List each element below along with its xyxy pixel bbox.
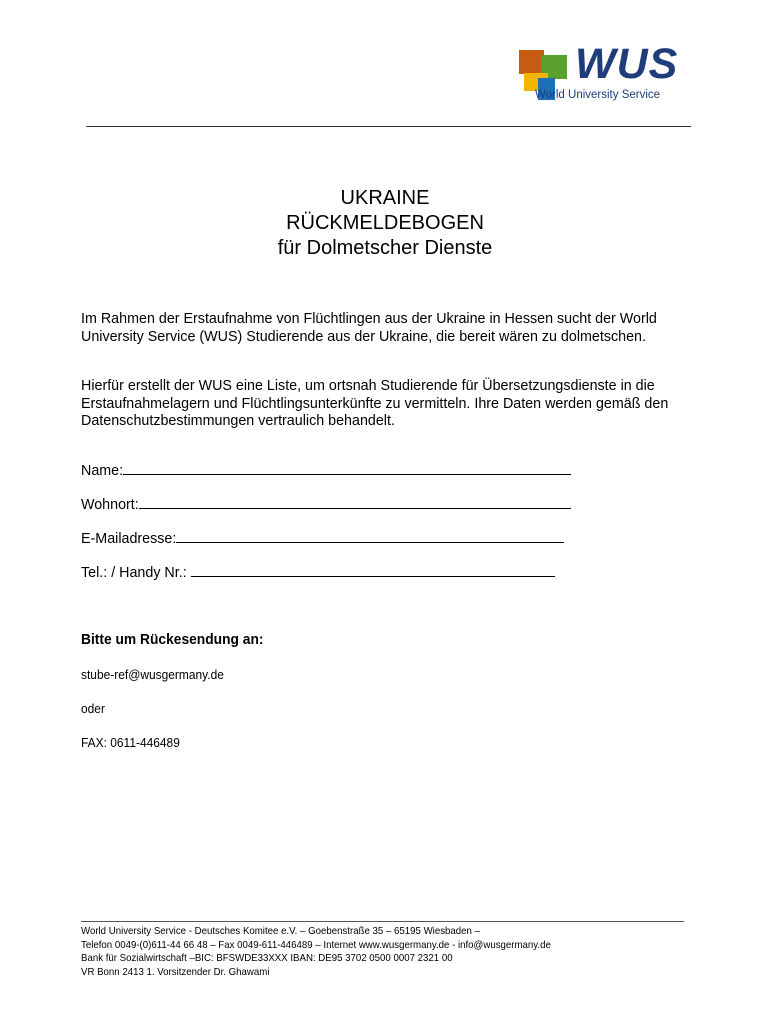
title-line-2: RÜCKMELDEBOGEN: [286, 212, 484, 234]
wohnort-field: [81, 496, 571, 514]
phone-input-line[interactable]: [191, 564, 555, 577]
footer-bank: Bank für Sozialwirtschaft –BIC: BFSWDE33XXX IBAN: DE95 3702 0500 0007 2321 00: [81, 952, 453, 964]
title-line-3: für Dolmetscher Dienste: [277, 237, 493, 259]
footer-contact: Telefon 0049-(0)611-44 66 48 – Fax 0049-611-446489 – Internet www.wusgermany.de - info@wusgermany.de: [81, 938, 551, 951]
footer-address: World University Service - Deutsches Komitee e.V. – Goebenstraße 35 – 65195 Wiesbaden –: [81, 925, 480, 937]
logo-tagline: World University Service: [535, 89, 661, 101]
return-or: oder: [81, 701, 105, 716]
footer: [81, 925, 701, 979]
name-label: Name:: [81, 463, 124, 479]
return-email: stube-ref@wusgermany.de: [81, 667, 224, 682]
email-field: [81, 530, 564, 548]
wus-logo: [519, 40, 704, 105]
header-divider: [86, 126, 691, 127]
wohnort-label: Wohnort:: [81, 497, 139, 513]
name-field: [81, 462, 571, 480]
document-title: [0, 186, 770, 261]
purpose-paragraph: Hierfür erstellt der WUS eine Liste, um ortsnah Studierende für Übersetzungsdienste in die Erstaufnahmelagern und Flüchtlingsunterkünfte zu vermitteln. Ihre Daten werden gemäß den Datenschutzbestimmungen vertraulich behandelt.: [81, 378, 669, 429]
phone-label: Tel.: / Handy Nr.:: [81, 565, 191, 581]
email-input-line[interactable]: [176, 530, 564, 543]
intro-paragraph: Im Rahmen der Erstaufnahme von Flüchtlingen aus der Ukraine in Hessen sucht der World University Service (WUS) Studierende aus der Ukraine, die bereit wären zu dolmetschen.: [81, 311, 657, 345]
name-input-line[interactable]: [123, 462, 571, 475]
email-label: E-Mailadresse:: [81, 531, 177, 547]
phone-field: [81, 564, 555, 582]
return-fax: FAX: 0611-446489: [81, 735, 180, 750]
return-heading: Bitte um Rückesendung an:: [81, 631, 264, 648]
title-line-1: UKRAINE: [340, 187, 430, 209]
footer-divider: [81, 921, 684, 922]
logo-wordmark: WUS: [575, 40, 679, 88]
footer-registry: VR Bonn 2413 1. Vorsitzender Dr. Ghawami: [81, 965, 270, 978]
wohnort-input-line[interactable]: [139, 496, 571, 509]
